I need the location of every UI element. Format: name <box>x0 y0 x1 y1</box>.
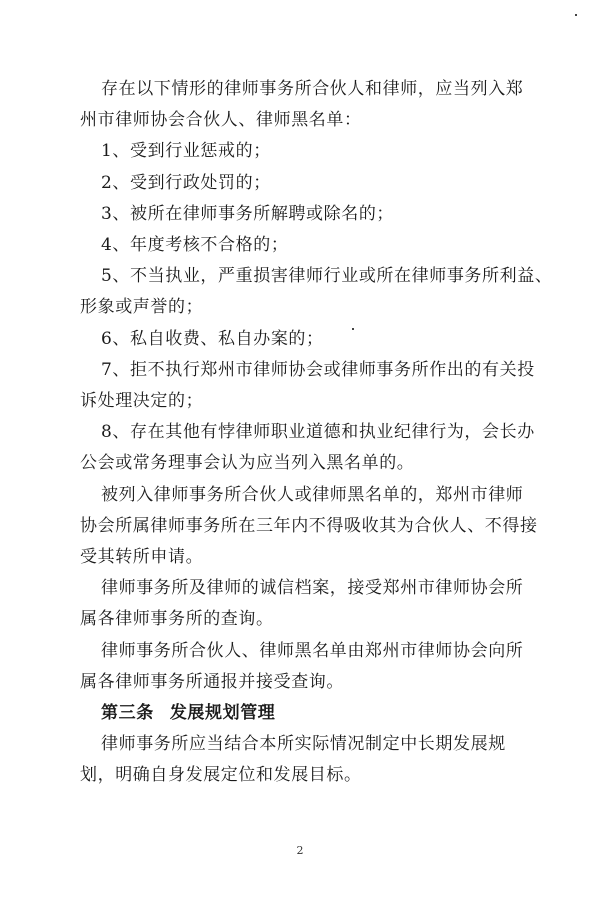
section-title: 发展规划管理 <box>169 703 276 724</box>
page-number: 2 <box>296 844 304 857</box>
text-line: 存在以下情形的律师事务所合伙人和律师，应当列入郑 <box>101 79 524 99</box>
text-line: 形象或声誉的； <box>80 297 204 318</box>
text-line: 受其转所申请。 <box>80 547 204 568</box>
text-line: 属各律师事务所的查询。 <box>80 609 274 630</box>
paragraph-line: 律师事务所应当结合本所实际情况制定中长期发展规 <box>101 734 506 755</box>
list-item: 1、受到行业惩戒的； <box>101 141 271 162</box>
list-item: 5、不当执业，严重损害律师行业或所在律师事务所利益、 <box>101 266 553 287</box>
paragraph-line: 被列入律师事务所合伙人或律师黑名单的，郑州市律师 <box>101 484 524 505</box>
section-heading <box>80 698 520 729</box>
paragraph-line: 律师事务所合伙人、律师黑名单由郑州市律师协会向所 <box>101 640 524 661</box>
scan-speck <box>352 328 354 330</box>
text-line: 州市律师协会合伙人、律师黑名单： <box>80 110 362 131</box>
text-line: 划，明确自身发展定位和发展目标。 <box>80 765 362 786</box>
text-line: 公会或常务理事会认为应当列入黑名单的。 <box>80 453 415 474</box>
paragraph-line: 律师事务所及律师的诚信档案，接受郑州市律师协会所 <box>101 578 524 599</box>
list-item: 8、存在其他有悖律师职业道德和执业纪律行为，会长办 <box>101 422 535 443</box>
list-item: 3、被所在律师事务所解聘或除名的； <box>101 203 395 224</box>
text-line: 诉处理决定的； <box>80 391 204 412</box>
list-item: 4、年度考核不合格的； <box>101 235 289 256</box>
text-line: 属各律师事务所通报并接受查询。 <box>80 671 344 692</box>
scan-speck <box>575 14 577 16</box>
list-item: 2、受到行政处罚的； <box>101 172 271 193</box>
body-text <box>80 74 553 792</box>
list-item: 7、拒不执行郑州市律师协会或律师事务所作出的有关投 <box>101 359 535 380</box>
text-line: 协会所属律师事务所在三年内不得吸收其为合伙人、不得接 <box>80 515 538 536</box>
section-number: 第三条 <box>101 703 154 724</box>
list-item: 6、私自收费、私自办案的； <box>101 328 324 349</box>
